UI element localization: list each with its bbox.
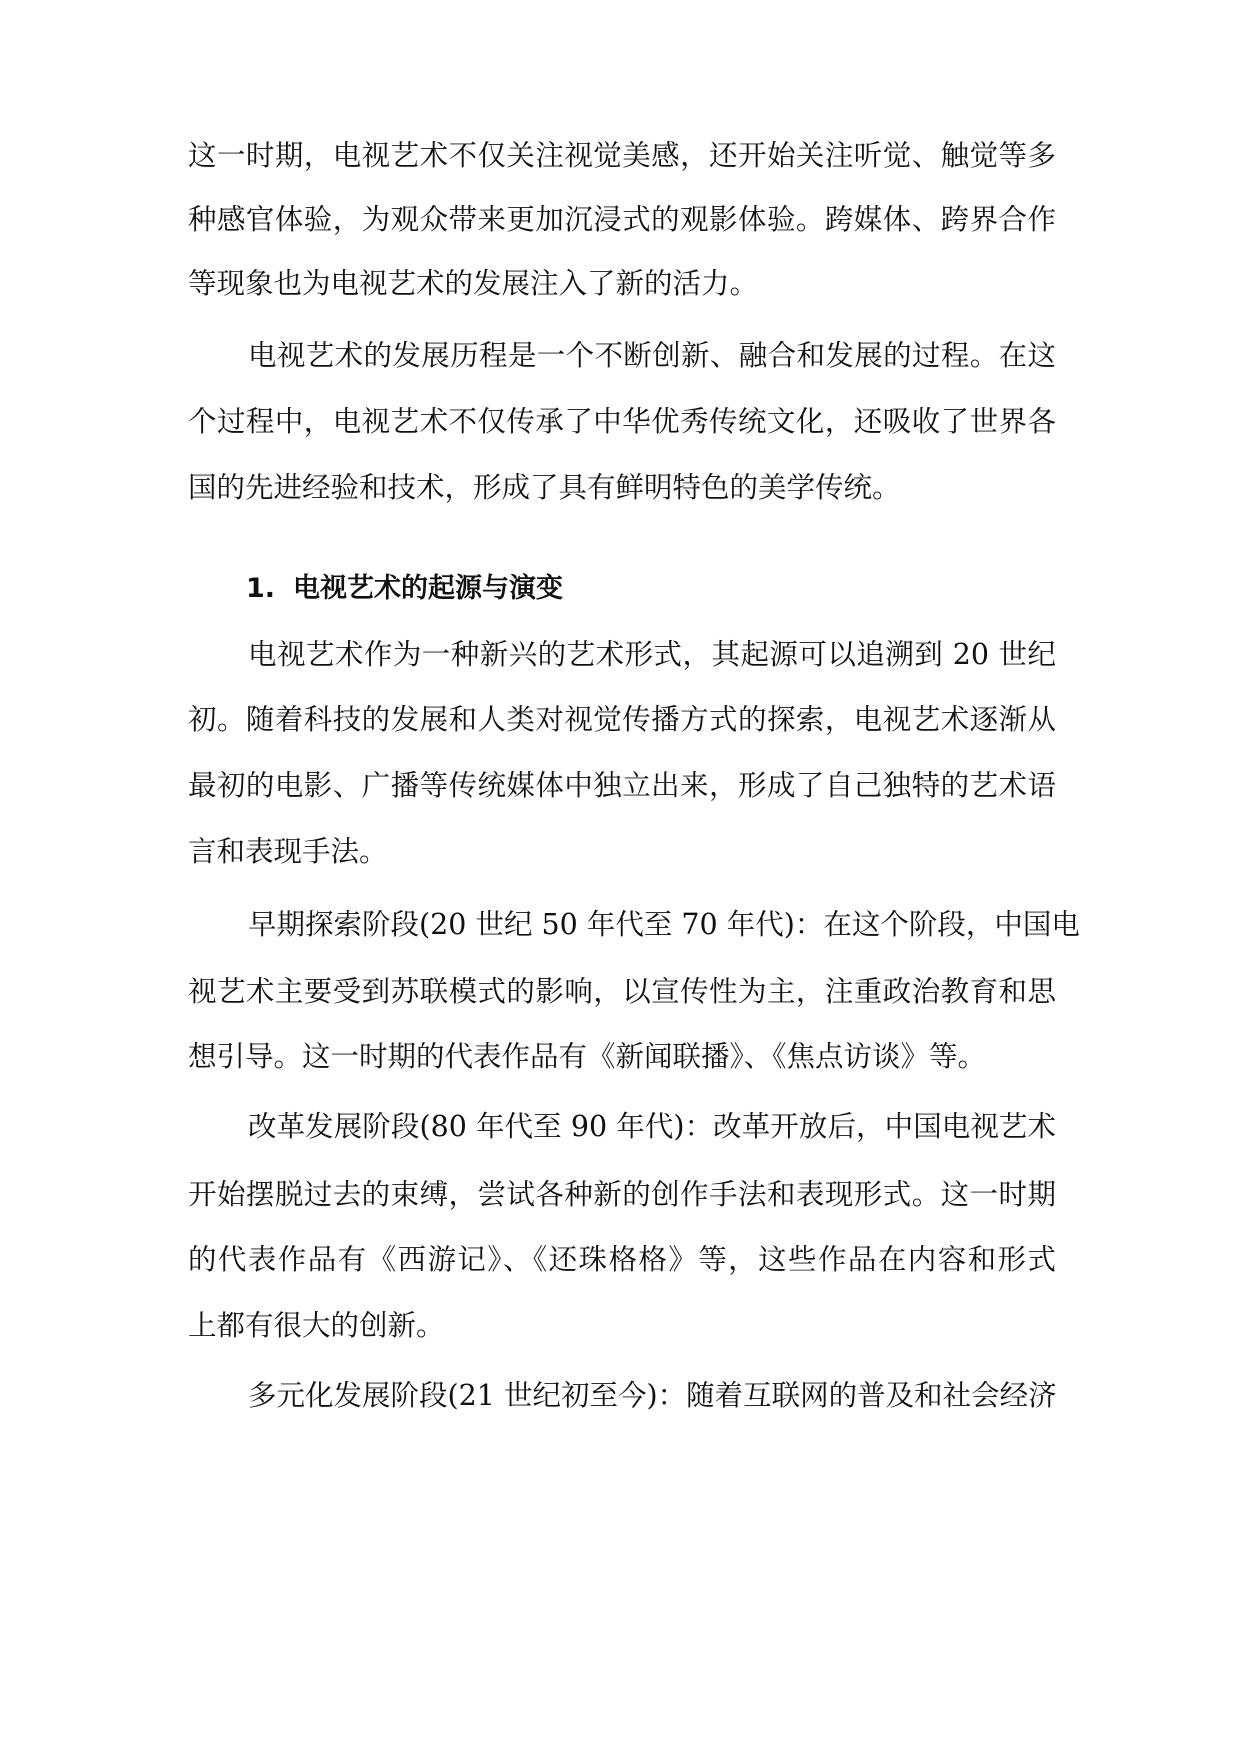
paragraph-3-line-3: 最初的电影、广播等传统媒体中独立出来，形成了自己独特的艺术语 [188,769,1056,802]
paragraph-5-line-2: 开始摆脱过去的束缚，尝试各种新的创作手法和表现形式。这一时期 [188,1178,1056,1211]
paragraph-2-line-1: 电视艺术的发展历程是一个不断创新、融合和发展的过程。在这 [248,339,1056,372]
paragraph-3-line-4: 言和表现手法。 [188,835,388,868]
paragraph-5-line-4: 上都有很大的创新。 [188,1309,445,1342]
paragraph-4-line-3: 想引导。这一时期的代表作品有《新闻联播》、《焦点访谈》等。 [188,1040,987,1073]
paragraph-4-line-1: 早期探索阶段(20 世纪 50 年代至 70 年代)：在这个阶段，中国电 [248,908,1080,941]
section-heading-number: 1. [246,573,276,604]
paragraph-2-line-2: 个过程中，电视艺术不仅传承了中华优秀传统文化，还吸收了世界各 [188,405,1056,438]
paragraph-5-line-1: 改革发展阶段(80 年代至 90 年代)：改革开放后，中国电视艺术 [248,1110,1056,1143]
paragraph-5-line-3: 的代表作品有《西游记》、《还珠格格》等，这些作品在内容和形式 [188,1243,1056,1276]
paragraph-4-line-2: 视艺术主要受到苏联模式的影响，以宣传性为主，注重政治教育和思 [188,975,1056,1008]
paragraph-1-line-1: 这一时期，电视艺术不仅关注视觉美感，还开始关注听觉、触觉等多 [188,139,1056,172]
paragraph-3-line-2: 初。随着科技的发展和人类对视觉传播方式的探索，电视艺术逐渐从 [188,703,1056,736]
section-heading-title: 电视艺术的起源与演变 [293,573,564,604]
paragraph-6-line-1: 多元化发展阶段(21 世纪初至今)：随着互联网的普及和社会经济 [248,1379,1057,1412]
paragraph-1-line-2: 种感官体验，为观众带来更加沉浸式的观影体验。跨媒体、跨界合作 [188,203,1056,236]
paragraph-1-line-3: 等现象也为电视艺术的发展注入了新的活力。 [188,267,759,300]
paragraph-2-line-3: 国的先进经验和技术，形成了具有鲜明特色的美学传统。 [188,471,901,504]
section-heading [246,569,563,609]
paragraph-3-line-1: 电视艺术作为一种新兴的艺术形式，其起源可以追溯到 20 世纪 [248,638,1056,671]
